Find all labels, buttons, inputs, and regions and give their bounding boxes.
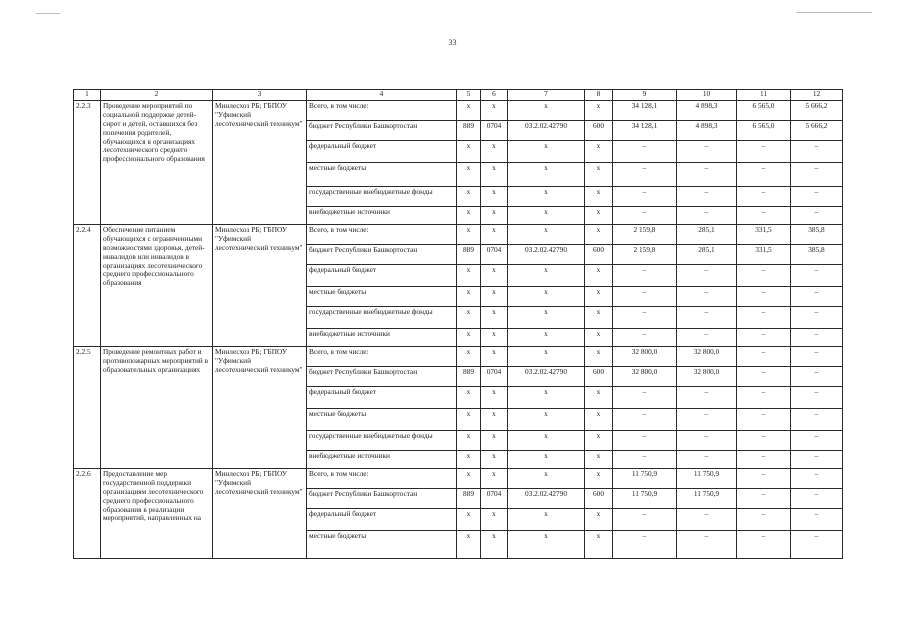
table-row xyxy=(74,225,843,245)
section-code: x xyxy=(481,469,508,489)
section-code: x xyxy=(481,387,508,409)
funding-source: бюджет Республики Башкортостан xyxy=(307,489,457,509)
funding-source: государственные внебюджетные фонды xyxy=(307,307,457,329)
target-article: x xyxy=(508,265,585,287)
target-article: x xyxy=(508,101,585,121)
admin-code: 889 xyxy=(457,121,481,141)
funding-source: Всего, в том числе: xyxy=(307,469,457,489)
amount-c12: – xyxy=(791,307,843,329)
target-article: x xyxy=(508,307,585,329)
amount-c11: – xyxy=(737,207,791,225)
expense-type: x xyxy=(585,307,613,329)
amount-c11: – xyxy=(737,409,791,431)
target-article: x xyxy=(508,225,585,245)
funding-source: местные бюджеты xyxy=(307,163,457,187)
target-article: 03.2.02.42790 xyxy=(508,367,585,387)
item-number: 2.2.4 xyxy=(74,225,101,347)
amount-c12: – xyxy=(791,347,843,367)
column-header: 12 xyxy=(791,90,843,101)
amount-c11: – xyxy=(737,265,791,287)
admin-code: x xyxy=(457,347,481,367)
amount-c10: – xyxy=(677,329,737,347)
amount-c11: 331,5 xyxy=(737,245,791,265)
amount-c10: – xyxy=(677,187,737,207)
amount-c9: – xyxy=(613,265,677,287)
admin-code: x xyxy=(457,101,481,121)
amount-c11: – xyxy=(737,489,791,509)
section-code: 0704 xyxy=(481,367,508,387)
funding-source: внебюджетные источники xyxy=(307,207,457,225)
amount-c12: – xyxy=(791,367,843,387)
admin-code: x xyxy=(457,307,481,329)
amount-c9: – xyxy=(613,141,677,163)
expense-type: x xyxy=(585,225,613,245)
expense-type: x xyxy=(585,451,613,469)
amount-c11: – xyxy=(737,307,791,329)
target-article: x xyxy=(508,163,585,187)
expense-type: x xyxy=(585,187,613,207)
target-article: x xyxy=(508,451,585,469)
funding-source: внебюджетные источники xyxy=(307,451,457,469)
amount-c10: – xyxy=(677,287,737,307)
target-article: x xyxy=(508,509,585,531)
column-header: 1 xyxy=(74,90,101,101)
amount-c9: – xyxy=(613,451,677,469)
table-row xyxy=(74,101,843,121)
expense-type: x xyxy=(585,531,613,559)
target-article: x xyxy=(508,469,585,489)
column-header: 9 xyxy=(613,90,677,101)
section-code: 0704 xyxy=(481,121,508,141)
amount-c9: – xyxy=(613,509,677,531)
admin-code: x xyxy=(457,329,481,347)
expense-type: x xyxy=(585,141,613,163)
funding-source: федеральный бюджет xyxy=(307,265,457,287)
header-row xyxy=(74,90,843,101)
event-name: Обеспечение питанием обучающихся с ограниченными возможностями здоровья, детей-инвалидов или инвалидов в организациях лесотехнического среднего профессионального образования xyxy=(101,225,213,347)
amount-c11: – xyxy=(737,531,791,559)
event-name: Предоставление мер государственной поддержки организациям лесотехнического среднего профессионального образования в реализации мероприятий, направленных на xyxy=(101,469,213,559)
funding-source: федеральный бюджет xyxy=(307,141,457,163)
funding-source: государственные внебюджетные фонды xyxy=(307,187,457,207)
amount-c9: 34 128,1 xyxy=(613,121,677,141)
amount-c12: – xyxy=(791,451,843,469)
funding-source: федеральный бюджет xyxy=(307,387,457,409)
admin-code: x xyxy=(457,265,481,287)
amount-c12: – xyxy=(791,469,843,489)
funding-source: Всего, в том числе: xyxy=(307,347,457,367)
executor: Минлесхоз РБ; ГБПОУ "Уфимский лесотехнический техникум" xyxy=(213,225,307,347)
amount-c10: 11 750,9 xyxy=(677,469,737,489)
amount-c10: – xyxy=(677,531,737,559)
admin-code: x xyxy=(457,509,481,531)
funding-source: федеральный бюджет xyxy=(307,509,457,531)
amount-c12: – xyxy=(791,141,843,163)
expense-type: x xyxy=(585,287,613,307)
expense-type: x xyxy=(585,469,613,489)
amount-c10: – xyxy=(677,409,737,431)
column-header: 5 xyxy=(457,90,481,101)
amount-c11: – xyxy=(737,347,791,367)
admin-code: x xyxy=(457,207,481,225)
amount-c9: – xyxy=(613,409,677,431)
amount-c10: – xyxy=(677,509,737,531)
funding-source: местные бюджеты xyxy=(307,287,457,307)
admin-code: 889 xyxy=(457,245,481,265)
amount-c10: – xyxy=(677,307,737,329)
table-row xyxy=(74,469,843,489)
target-article: x xyxy=(508,387,585,409)
amount-c11: – xyxy=(737,187,791,207)
section-code: 0704 xyxy=(481,489,508,509)
admin-code: x xyxy=(457,225,481,245)
amount-c12: – xyxy=(791,265,843,287)
section-code: x xyxy=(481,307,508,329)
admin-code: x xyxy=(457,187,481,207)
target-article: x xyxy=(508,141,585,163)
amount-c11: – xyxy=(737,451,791,469)
admin-code: x xyxy=(457,409,481,431)
column-header: 2 xyxy=(101,90,213,101)
section-code: x xyxy=(481,163,508,187)
amount-c9: 2 159,8 xyxy=(613,245,677,265)
amount-c10: 32 800,0 xyxy=(677,347,737,367)
admin-code: x xyxy=(457,387,481,409)
funding-source: местные бюджеты xyxy=(307,409,457,431)
expense-type: x xyxy=(585,509,613,531)
section-code: x xyxy=(481,431,508,451)
admin-code: 889 xyxy=(457,489,481,509)
expense-type: x xyxy=(585,329,613,347)
amount-c10: 285,1 xyxy=(677,225,737,245)
funding-source: бюджет Республики Башкортостан xyxy=(307,367,457,387)
admin-code: x xyxy=(457,469,481,489)
section-code: x xyxy=(481,287,508,307)
amount-c9: 11 750,9 xyxy=(613,469,677,489)
amount-c11: – xyxy=(737,387,791,409)
amount-c10: 285,1 xyxy=(677,245,737,265)
amount-c12: – xyxy=(791,329,843,347)
amount-c9: – xyxy=(613,329,677,347)
section-code: 0704 xyxy=(481,245,508,265)
amount-c11: 6 565,0 xyxy=(737,101,791,121)
amount-c9: 32 800,0 xyxy=(613,367,677,387)
column-header: 11 xyxy=(737,90,791,101)
amount-c9: 32 800,0 xyxy=(613,347,677,367)
amount-c9: – xyxy=(613,287,677,307)
amount-c11: – xyxy=(737,367,791,387)
budget-table xyxy=(73,89,843,559)
funding-source: бюджет Республики Башкортостан xyxy=(307,121,457,141)
amount-c9: – xyxy=(613,387,677,409)
executor: Минлесхоз РБ; ГБПОУ "Уфимский лесотехнический техникум" xyxy=(213,101,307,225)
amount-c11: – xyxy=(737,509,791,531)
target-article: 03.2.02.42790 xyxy=(508,245,585,265)
amount-c12: – xyxy=(791,489,843,509)
expense-type: x xyxy=(585,387,613,409)
admin-code: x xyxy=(457,451,481,469)
amount-c12: – xyxy=(791,387,843,409)
page-number: 33 xyxy=(448,38,457,47)
expense-type: 600 xyxy=(585,489,613,509)
amount-c12: – xyxy=(791,207,843,225)
column-header: 3 xyxy=(213,90,307,101)
target-article: 03.2.02.42790 xyxy=(508,121,585,141)
admin-code: x xyxy=(457,431,481,451)
amount-c10: 11 750,9 xyxy=(677,489,737,509)
amount-c12: 5 666,2 xyxy=(791,101,843,121)
section-code: x xyxy=(481,265,508,287)
column-header: 10 xyxy=(677,90,737,101)
expense-type: x xyxy=(585,207,613,225)
scan-artifact-top-left xyxy=(36,13,60,14)
section-code: x xyxy=(481,141,508,163)
amount-c11: – xyxy=(737,469,791,489)
item-number: 2.2.6 xyxy=(74,469,101,559)
amount-c9: – xyxy=(613,531,677,559)
target-article: x xyxy=(508,409,585,431)
amount-c9: – xyxy=(613,307,677,329)
amount-c10: 32 800,0 xyxy=(677,367,737,387)
section-code: x xyxy=(481,207,508,225)
amount-c10: 4 898,3 xyxy=(677,121,737,141)
amount-c9: 34 128,1 xyxy=(613,101,677,121)
target-article: x xyxy=(508,329,585,347)
amount-c11: – xyxy=(737,431,791,451)
funding-source: государственные внебюджетные фонды xyxy=(307,431,457,451)
executor: Минлесхоз РБ; ГБПОУ "Уфимский лесотехнический техникум" xyxy=(213,469,307,559)
amount-c9: – xyxy=(613,431,677,451)
column-header: 8 xyxy=(585,90,613,101)
amount-c9: 2 159,8 xyxy=(613,225,677,245)
table-row xyxy=(74,347,843,367)
amount-c12: – xyxy=(791,531,843,559)
funding-source: внебюджетные источники xyxy=(307,329,457,347)
expense-type: 600 xyxy=(585,121,613,141)
amount-c12: – xyxy=(791,509,843,531)
section-code: x xyxy=(481,509,508,531)
section-code: x xyxy=(481,347,508,367)
amount-c12: – xyxy=(791,409,843,431)
amount-c12: 385,8 xyxy=(791,245,843,265)
amount-c9: – xyxy=(613,187,677,207)
admin-code: x xyxy=(457,287,481,307)
target-article: x xyxy=(508,287,585,307)
amount-c10: – xyxy=(677,163,737,187)
amount-c12: – xyxy=(791,287,843,307)
amount-c10: – xyxy=(677,265,737,287)
column-header: 4 xyxy=(307,90,457,101)
column-header: 6 xyxy=(481,90,508,101)
amount-c10: – xyxy=(677,387,737,409)
section-code: x xyxy=(481,409,508,431)
section-code: x xyxy=(481,225,508,245)
amount-c11: – xyxy=(737,163,791,187)
expense-type: x xyxy=(585,101,613,121)
section-code: x xyxy=(481,101,508,121)
column-header: 7 xyxy=(508,90,585,101)
amount-c12: 5 666,2 xyxy=(791,121,843,141)
funding-source: местные бюджеты xyxy=(307,531,457,559)
amount-c10: 4 898,3 xyxy=(677,101,737,121)
section-code: x xyxy=(481,329,508,347)
item-number: 2.2.3 xyxy=(74,101,101,225)
expense-type: x xyxy=(585,431,613,451)
admin-code: x xyxy=(457,141,481,163)
target-article: 03.2.02.42790 xyxy=(508,489,585,509)
amount-c10: – xyxy=(677,207,737,225)
amount-c10: – xyxy=(677,141,737,163)
amount-c11: – xyxy=(737,329,791,347)
amount-c9: – xyxy=(613,207,677,225)
amount-c11: 331,5 xyxy=(737,225,791,245)
expense-type: 600 xyxy=(585,245,613,265)
amount-c12: – xyxy=(791,187,843,207)
funding-source: Всего, в том числе: xyxy=(307,101,457,121)
amount-c11: – xyxy=(737,141,791,163)
amount-c12: 385,8 xyxy=(791,225,843,245)
amount-c11: – xyxy=(737,287,791,307)
admin-code: x xyxy=(457,531,481,559)
amount-c11: 6 565,0 xyxy=(737,121,791,141)
amount-c12: – xyxy=(791,163,843,187)
target-article: x xyxy=(508,531,585,559)
section-code: x xyxy=(481,451,508,469)
amount-c9: – xyxy=(613,163,677,187)
amount-c12: – xyxy=(791,431,843,451)
section-code: x xyxy=(481,187,508,207)
event-name: Проведение мероприятий по социальной поддержке детей-сирот и детей, оставшихся без попечения родителей, обучающихся в организациях лесотехнического среднего профессионального образования xyxy=(101,101,213,225)
target-article: x xyxy=(508,347,585,367)
expense-type: 600 xyxy=(585,367,613,387)
item-number: 2.2.5 xyxy=(74,347,101,469)
expense-type: x xyxy=(585,409,613,431)
amount-c10: – xyxy=(677,431,737,451)
target-article: x xyxy=(508,431,585,451)
amount-c10: – xyxy=(677,451,737,469)
expense-type: x xyxy=(585,347,613,367)
funding-source: бюджет Республики Башкортостан xyxy=(307,245,457,265)
executor: Минлесхоз РБ; ГБПОУ "Уфимский лесотехнический техникум" xyxy=(213,347,307,469)
admin-code: 889 xyxy=(457,367,481,387)
section-code: x xyxy=(481,531,508,559)
admin-code: x xyxy=(457,163,481,187)
target-article: x xyxy=(508,207,585,225)
expense-type: x xyxy=(585,163,613,187)
expense-type: x xyxy=(585,265,613,287)
scan-artifact-top-right xyxy=(796,12,872,13)
funding-source: Всего, в том числе: xyxy=(307,225,457,245)
event-name: Проведение ремонтных работ и противопожарных мероприятий в образовательных организациях xyxy=(101,347,213,469)
target-article: x xyxy=(508,187,585,207)
amount-c9: 11 750,9 xyxy=(613,489,677,509)
